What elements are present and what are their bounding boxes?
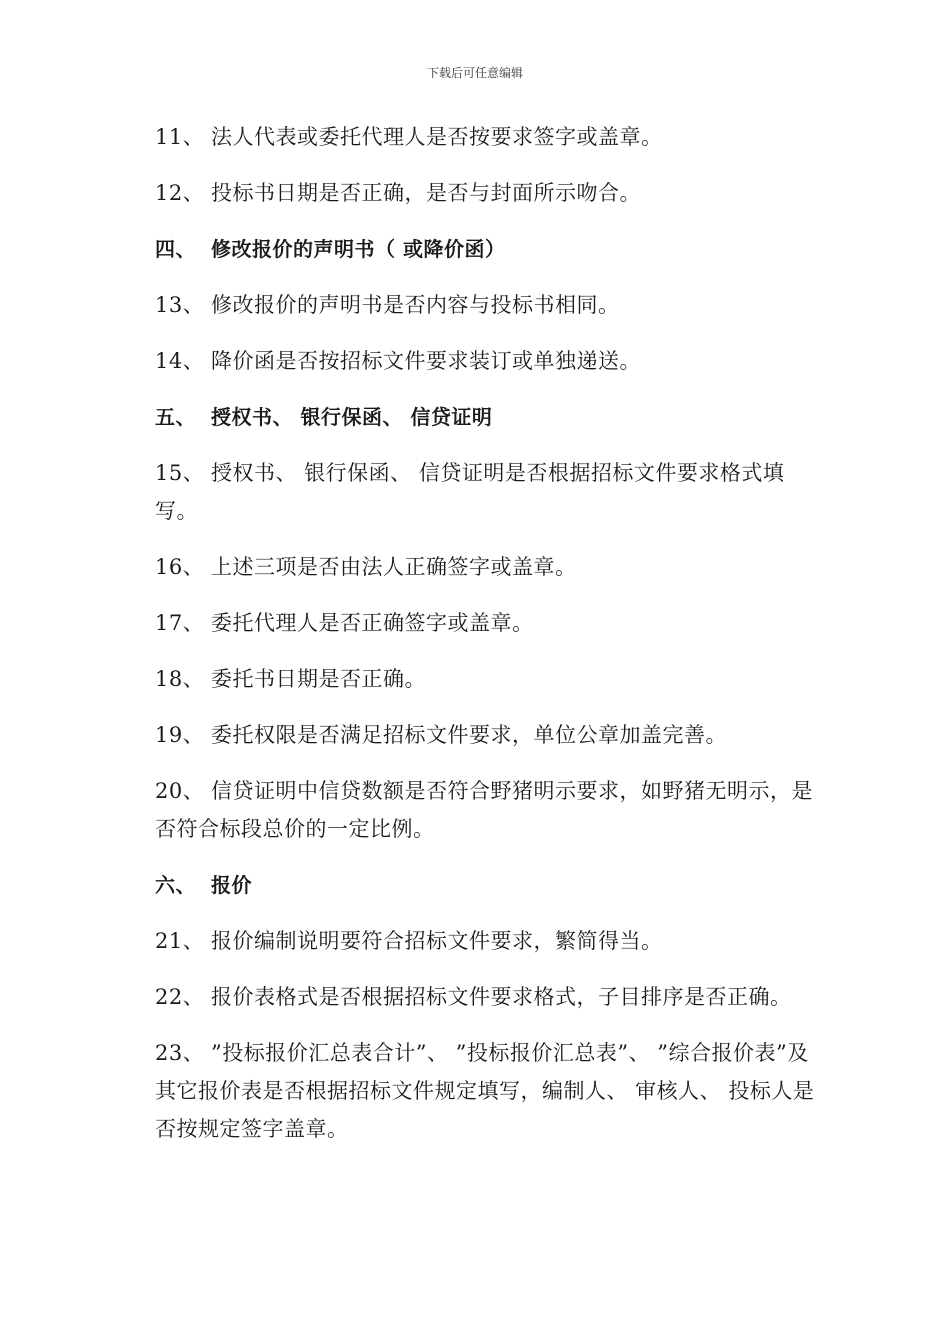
list-item: 11、 法人代表或委托代理人是否按要求签字或盖章。 (155, 125, 663, 149)
list-item: 15、 授权书、 银行保函、 信贷证明是否根据招标文件要求格式填写。 (155, 461, 785, 523)
section-heading: 六、 报价 (155, 873, 252, 897)
list-item: 16、 上述三项是否由法人正确签字或盖章。 (155, 555, 577, 579)
page-header: 下载后可任意编辑 (426, 66, 523, 80)
list-item: 22、 报价表格式是否根据招标文件要求格式，子目排序是否正确。 (155, 985, 792, 1009)
document-body (155, 118, 815, 1166)
section-heading: 五、 授权书、 银行保函、 信贷证明 (155, 405, 493, 429)
list-item: 12、 投标书日期是否正确，是否与封面所示吻合。 (155, 181, 641, 205)
list-item: 13、 修改报价的声明书是否内容与投标书相同。 (155, 293, 620, 317)
list-item: 23、 ”投标报价汇总表合计”、 ”投标报价汇总表”、 ”综合报价表”及其它报价表是否根据招标文件规定填写，编制人、 审核人、 投标人是否按规定签字盖章。 (155, 1041, 815, 1141)
list-item: 21、 报价编制说明要符合招标文件要求，繁简得当。 (155, 929, 663, 953)
list-item: 14、 降价函是否按招标文件要求装订或单独递送。 (155, 349, 641, 373)
section-heading: 四、 修改报价的声明书（ 或降价函） (155, 237, 506, 261)
list-item: 18、 委托书日期是否正确。 (155, 667, 426, 691)
list-item: 20、 信贷证明中信贷数额是否符合野猪明示要求，如野猪无明示，是否符合标段总价的一定比例。 (155, 779, 813, 841)
list-item: 17、 委托代理人是否正确签字或盖章。 (155, 611, 534, 635)
list-item: 19、 委托权限是否满足招标文件要求，单位公章加盖完善。 (155, 723, 727, 747)
